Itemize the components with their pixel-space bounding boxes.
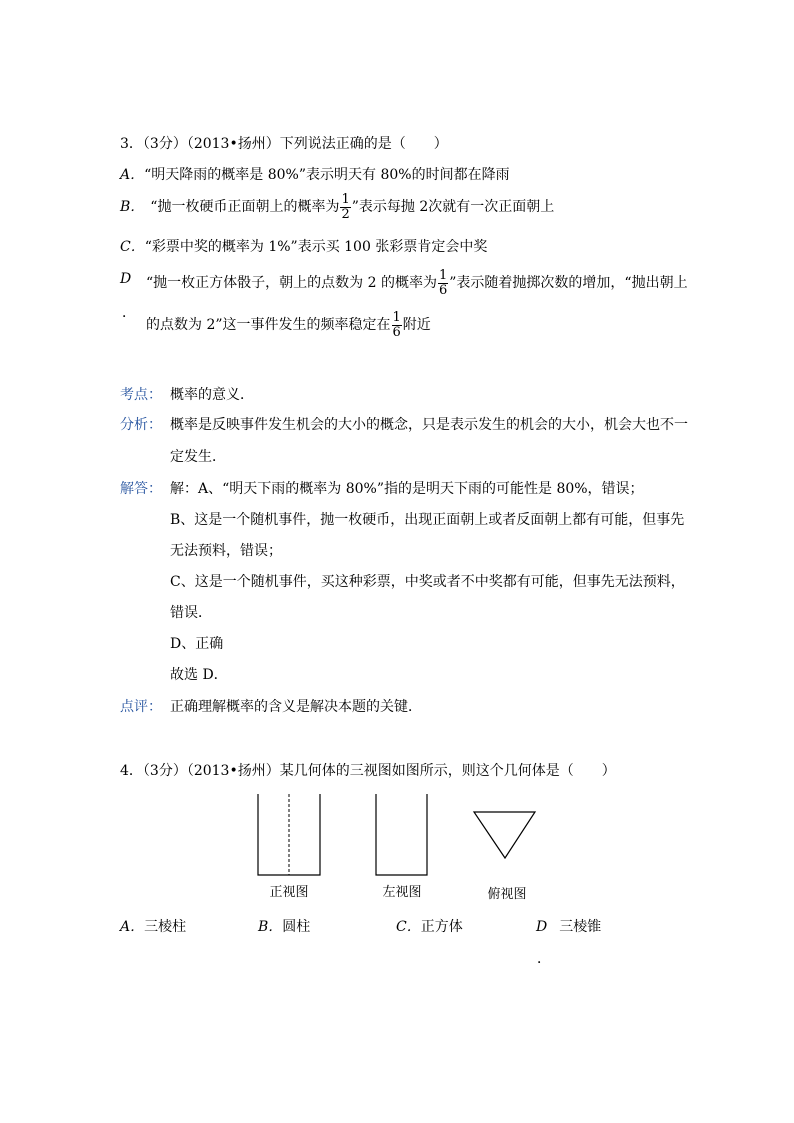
option-letter: D	[536, 919, 548, 935]
front-view-label: 正视图	[269, 885, 309, 900]
fenxi-line-1: 概率是反映事件发生机会的大小的概念，只是表示发生的机会的大小，机会大也不一	[170, 417, 688, 433]
q3-option-d-line1	[146, 268, 688, 298]
q4-option-b	[258, 918, 310, 936]
fraction-denominator: 6	[392, 324, 401, 340]
option-text: “明天降雨的概率是 80%”表示明天有 80%的时间都在降雨	[144, 167, 510, 183]
option-text: 三棱柱	[144, 919, 187, 935]
q3-option-d-dot: ．	[122, 305, 136, 321]
dianping-label: 点评：	[120, 699, 162, 715]
option-letter: B．	[258, 919, 283, 935]
fenxi-line-2: 定发生．	[170, 449, 226, 465]
top-view-label: 俯视图	[487, 887, 527, 902]
option-letter: B．	[120, 199, 145, 215]
left-view-label: 左视图	[382, 885, 422, 900]
option-text: 三棱锥	[559, 919, 602, 935]
option-text: “彩票中奖的概率为 1%”表示买 100 张彩票肯定会中奖	[144, 239, 488, 255]
jieda-line: 故选 D．	[170, 667, 228, 683]
option-text-post: ”表示每抛 2次就有一次正面朝上	[351, 199, 555, 215]
jieda-line: D、正确	[170, 636, 224, 652]
fraction	[392, 311, 402, 340]
jieda-line: 解：A、“明天下雨的概率为 80%”指的是明天下雨的可能性是 80%，错误；	[170, 481, 644, 497]
fraction-denominator: 6	[438, 282, 448, 298]
q3-option-b	[120, 192, 554, 222]
top-view	[474, 812, 535, 902]
q3-option-d-letter: D	[120, 271, 132, 287]
jieda-line: B、这是一个随机事件，抛一枚硬币，出现正面朝上或者反面朝上都有可能，但事先	[170, 512, 685, 528]
option-text-pre: “抛一枚硬币正面朝上的概率为	[150, 199, 340, 215]
q4-option-c	[396, 918, 463, 936]
option-text-post: 附近	[402, 317, 431, 333]
fraction	[438, 269, 448, 298]
option-letter: C．	[396, 919, 421, 935]
jieda-line: C、这是一个随机事件，买这种彩票，中奖或者不中奖都有可能，但事先无法预料，	[170, 574, 685, 590]
q3-option-d-line2	[146, 310, 431, 340]
option-letter: A．	[120, 167, 145, 183]
jieda-label: 解答：	[120, 481, 162, 497]
option-text: 圆柱	[282, 919, 311, 935]
option-letter: A．	[120, 919, 145, 935]
q3-option-a	[120, 166, 510, 184]
fraction-numerator: 1	[438, 267, 448, 283]
jieda-line: 无法预料，错误；	[170, 543, 282, 559]
q3-option-c	[120, 238, 487, 256]
q3-stem: 3．（3分）（2013•扬州）下列说法正确的是（ ）	[120, 136, 448, 152]
fraction-denominator: 2	[341, 206, 350, 222]
kaodian-label: 考点：	[120, 387, 162, 403]
three-view-figure	[250, 792, 550, 907]
q4-option-d-dot: ．	[537, 951, 551, 967]
option-text-post: ”表示随着抛掷次数的增加，“抛出朝上	[449, 275, 688, 291]
fraction-numerator: 1	[341, 191, 350, 207]
kaodian-text: 概率的意义．	[170, 387, 254, 403]
option-text-pre: 的点数为 2”这一事件发生的频率稳定在	[146, 317, 391, 333]
q4-option-d	[536, 918, 601, 936]
fenxi-label: 分析：	[120, 417, 162, 433]
option-text-pre: “抛一枚正方体骰子，朝上的点数为 2 的概率为	[146, 275, 437, 291]
front-view	[258, 794, 320, 900]
jieda-line: 错误．	[170, 605, 212, 621]
fraction	[340, 193, 350, 222]
dianping-text: 正确理解概率的含义是解决本题的关键．	[170, 699, 422, 715]
q4-stem: 4．（3分）（2013•扬州）某几何体的三视图如图所示，则这个几何体是（ ）	[120, 763, 616, 779]
option-letter: C．	[120, 239, 145, 255]
left-view	[376, 794, 427, 900]
q4-option-a	[120, 918, 186, 936]
fraction-numerator: 1	[392, 309, 401, 325]
option-text: 正方体	[420, 919, 463, 935]
